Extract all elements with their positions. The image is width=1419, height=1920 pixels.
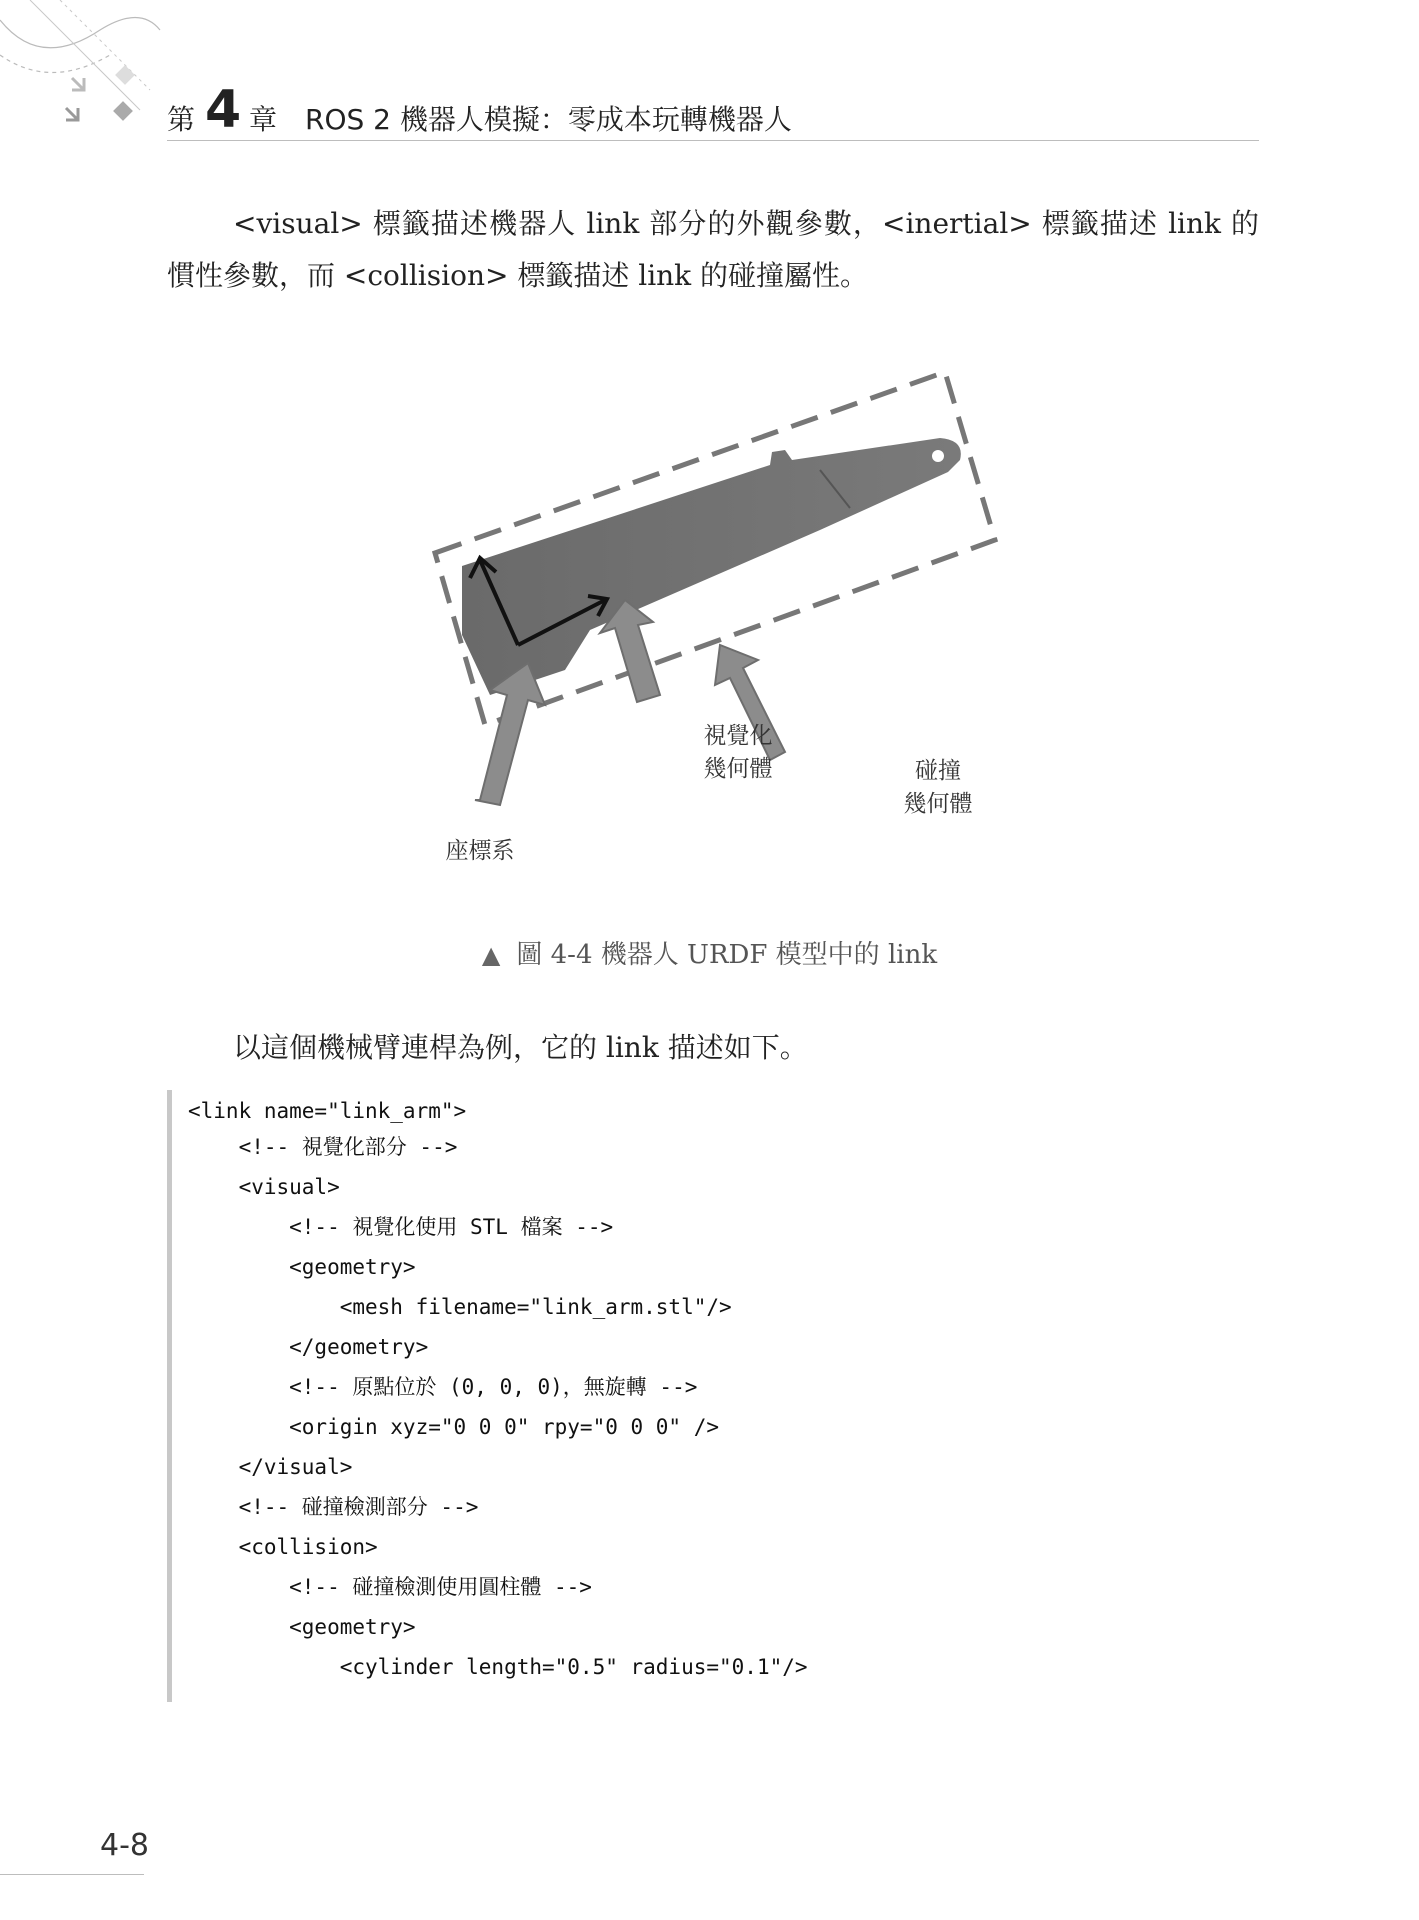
- page-number: 4-8: [100, 1828, 149, 1863]
- arm-hole: [932, 450, 944, 462]
- code-line: <!-- 視覺化部分 -->: [188, 1135, 458, 1159]
- paragraph-example: 以這個機械臂連桿為例，它的 link 描述如下。: [233, 1031, 808, 1064]
- code-line: <geometry>: [188, 1255, 416, 1279]
- label-visual-line1: 視覺化: [703, 723, 773, 749]
- label-collision-line2: 幾何體: [903, 791, 973, 817]
- label-visual-line2: 幾何體: [703, 756, 773, 782]
- label-collision-line1: 碰撞: [915, 758, 961, 784]
- code-line: <!-- 碰撞檢測部分 -->: [188, 1495, 479, 1519]
- paragraph-intro: <visual> 標籤描述機器人 link 部分的外觀參數，<inertial> 標籤描述 link 的慣性參數，而 <collision> 標籤描述 link 的碰撞屬性。: [167, 207, 1259, 292]
- chapter-title: ROS 2 機器人模擬：零成本玩轉機器人: [305, 103, 792, 136]
- footer-rule: [0, 1874, 144, 1875]
- code-line: <visual>: [188, 1175, 340, 1199]
- label-coordinate-frame: 座標系: [445, 838, 515, 864]
- code-line: <!-- 視覺化使用 STL 檔案 -->: [188, 1215, 614, 1239]
- caption-text: 圖 4-4 機器人 URDF 模型中的 link: [516, 940, 938, 970]
- code-line: </geometry>: [188, 1335, 429, 1359]
- code-line: <origin xyz="0 0 0" rpy="0 0 0" />: [188, 1415, 720, 1439]
- figure-link-diagram: [400, 360, 1040, 890]
- code-line: </visual>: [188, 1455, 353, 1479]
- code-line: <mesh filename="link_arm.stl"/>: [188, 1295, 732, 1319]
- chapter-header: [167, 80, 1259, 141]
- code-line: <!-- 原點位於 (0, 0, 0)，無旋轉 -->: [188, 1375, 698, 1399]
- figure-caption: [0, 934, 1419, 971]
- chapter-suffix: 章: [249, 103, 278, 136]
- label-visual-geometry: [688, 720, 788, 786]
- code-line: <!-- 碰撞檢測使用圓柱體 -->: [188, 1575, 592, 1599]
- caption-triangle-icon: ▲: [481, 941, 501, 969]
- corner-decoration: [0, 0, 170, 140]
- code-line: <cylinder length="0.5" radius="0.1"/>: [188, 1655, 808, 1679]
- code-line: <geometry>: [188, 1615, 416, 1639]
- code-line: <collision>: [188, 1535, 378, 1559]
- chapter-number: 4: [205, 80, 242, 140]
- chapter-prefix: 第: [167, 103, 196, 136]
- code-block: [167, 1090, 1172, 1702]
- label-collision-geometry: [888, 755, 988, 821]
- code-line: <link name="link_arm">: [188, 1099, 467, 1123]
- arm-body: [462, 438, 961, 695]
